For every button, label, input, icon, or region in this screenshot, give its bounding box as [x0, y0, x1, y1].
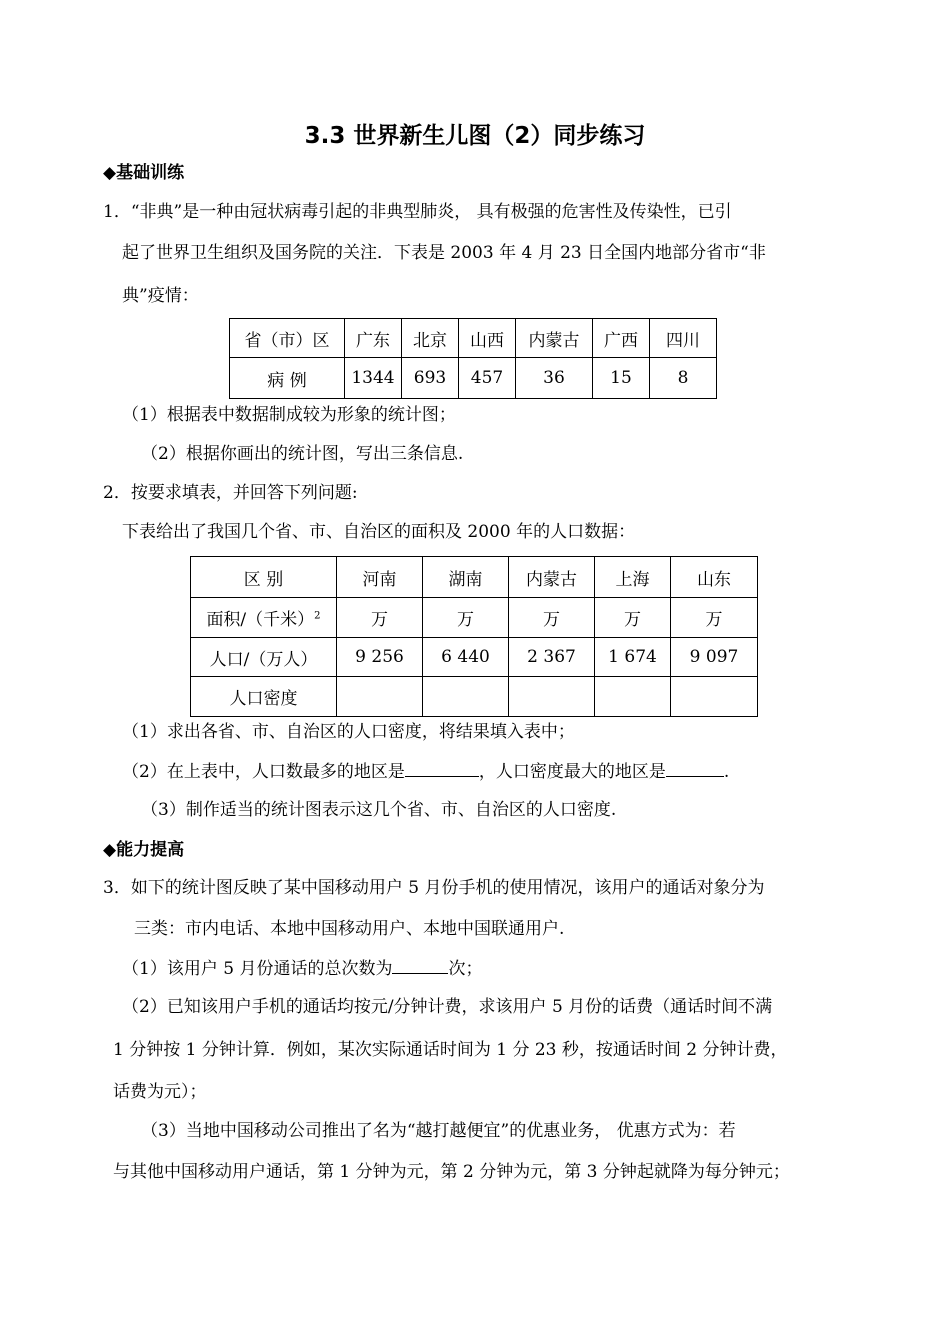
table-cell: 病 例 — [230, 358, 345, 399]
table-cell — [423, 677, 509, 717]
q3-sub-2-line-1: （2）已知该用户手机的通话均按元/分钟计费，求该用户 5 月份的话费（通话时间不满 — [122, 997, 773, 1017]
table-cell: 2 367 — [509, 638, 595, 677]
table-cell: 山东 — [671, 557, 758, 598]
q2-sub-3: （3）制作适当的统计图表示这几个省、市、自治区的人口密度. — [141, 800, 617, 820]
table-row — [191, 557, 758, 598]
table-cell: 万 — [423, 598, 509, 638]
q2-line-1: 2．按要求填表，并回答下列问题: — [103, 483, 358, 503]
q2-sub-2 — [122, 760, 729, 783]
table-row — [230, 358, 717, 399]
q3-line-1: 3．如下的统计图反映了某中国移动用户 5 月份手机的使用情况，该用户的通话对象分为 — [103, 878, 765, 898]
section-heading-basic: ◆基础训练 — [103, 163, 185, 183]
table-row — [191, 638, 758, 677]
table-cell: 广西 — [593, 319, 650, 358]
area-label: 面积/（千米） — [206, 610, 315, 630]
table-cell: 北京 — [402, 319, 459, 358]
q3-sub-1 — [122, 957, 482, 980]
table-cell — [509, 677, 595, 717]
table-cell: 省（市）区 — [230, 319, 345, 358]
table-cell: 36 — [516, 358, 593, 399]
q3-sub-1-text-a: （1）该用户 5 月份通话的总次数为 — [122, 959, 393, 979]
table-cell: 万 — [671, 598, 758, 638]
table-cell: 广东 — [345, 319, 402, 358]
table-cell: 6 440 — [423, 638, 509, 677]
population-table — [190, 556, 758, 717]
table-cell: 人口密度 — [191, 677, 337, 717]
section-heading-advanced: ◆能力提高 — [103, 840, 185, 860]
q2-sub-1: （1）求出各省、市、自治区的人口密度，将结果填入表中； — [122, 722, 575, 742]
table-cell: 万 — [509, 598, 595, 638]
q1-sub-2: （2）根据你画出的统计图，写出三条信息. — [141, 444, 464, 464]
table-cell: 万 — [595, 598, 671, 638]
table-cell: 1344 — [345, 358, 402, 399]
table-cell: 河南 — [337, 557, 423, 598]
table-cell: 区 别 — [191, 557, 337, 598]
answer-blank[interactable] — [405, 760, 479, 777]
q2-sub-2-text-c: . — [723, 762, 730, 782]
table-cell: 15 — [593, 358, 650, 399]
area-superscript: 2 — [314, 610, 321, 622]
table-cell: 9 256 — [337, 638, 423, 677]
table-cell: 人口/（万人） — [191, 638, 337, 677]
q2-sub-2-text-b: ，人口密度最大的地区是 — [478, 762, 666, 782]
table-cell: 内蒙古 — [516, 319, 593, 358]
table-cell: 山西 — [459, 319, 516, 358]
table-cell: 8 — [650, 358, 717, 399]
table-cell: 693 — [402, 358, 459, 399]
table-cell: 1 674 — [595, 638, 671, 677]
q1-line-1: 1．“非典”是一种由冠状病毒引起的非典型肺炎， 具有极强的危害性及传染性，已引 — [103, 202, 732, 222]
q3-sub-3-line-2: 与其他中国移动用户通话，第 1 分钟为元，第 2 分钟为元，第 3 分钟起就降为每分钟元； — [113, 1162, 790, 1182]
q3-sub-1-text-b: 次； — [448, 959, 483, 979]
table-cell — [337, 677, 423, 717]
table-cell: 四川 — [650, 319, 717, 358]
q1-sub-1: （1）根据表中数据制成较为形象的统计图； — [122, 405, 456, 425]
q1-line-3: 典”疫情： — [122, 286, 199, 306]
table-cell — [595, 677, 671, 717]
table-cell: 湖南 — [423, 557, 509, 598]
table-row — [191, 677, 758, 717]
table-row — [191, 598, 758, 638]
table-row — [230, 319, 717, 358]
q1-line-2: 起了世界卫生组织及国务院的关注．下表是 2003 年 4 月 23 日全国内地部分省市“非 — [122, 243, 766, 263]
q3-sub-2-line-3: 话费为元）； — [113, 1082, 207, 1102]
q2-line-2: 下表给出了我国几个省、市、自治区的面积及 2000 年的人口数据： — [122, 522, 636, 542]
table-cell — [671, 677, 758, 717]
table-cell — [191, 598, 337, 638]
table-cell: 457 — [459, 358, 516, 399]
q3-sub-3-line-1: （3）当地中国移动公司推出了名为“越打越便宜”的优惠业务， 优惠方式为：若 — [141, 1121, 736, 1141]
page-title: 3.3 世界新生儿图（2）同步练习 — [304, 123, 646, 149]
q2-sub-2-text-a: （2）在上表中，人口数最多的地区是 — [122, 762, 405, 782]
sars-cases-table — [229, 318, 717, 399]
table-cell: 上海 — [595, 557, 671, 598]
q3-sub-2-line-2: 1 分钟按 1 分钟计算．例如，某次实际通话时间为 1 分 23 秒，按通话时间 2 分钟计费， — [113, 1040, 788, 1060]
answer-blank[interactable] — [666, 760, 724, 777]
answer-blank[interactable] — [392, 957, 448, 974]
table-cell: 内蒙古 — [509, 557, 595, 598]
table-cell: 9 097 — [671, 638, 758, 677]
q3-line-2: 三类：市内电话、本地中国移动用户、本地中国联通用户. — [134, 919, 565, 939]
table-cell: 万 — [337, 598, 423, 638]
